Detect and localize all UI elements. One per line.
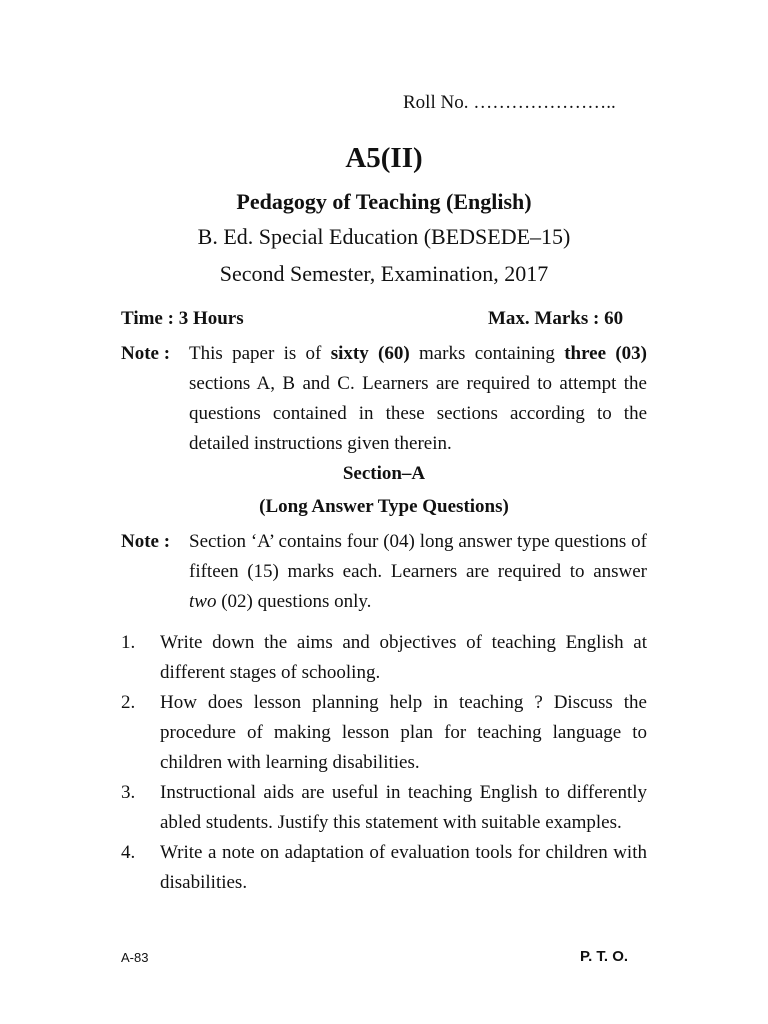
question-item — [121, 778, 647, 838]
note-text-part: sections A, B and C. Learners are required to attempt the questions contained in these sections according to the detailed instructions given therein. — [189, 373, 647, 454]
note-label: Note : — [121, 531, 171, 552]
question-item — [121, 688, 647, 778]
program-name: B. Ed. Special Education (BEDSEDE–15) — [197, 224, 571, 249]
time-allowed: Time : 3 Hours — [121, 308, 244, 329]
note-text-bold: sixty (60) — [330, 343, 410, 364]
note-text-bold: three (03) — [564, 343, 648, 364]
question-number: 4. — [121, 842, 136, 863]
note-text-part: (02) questions only. — [216, 591, 372, 612]
note-label: Note : — [121, 343, 171, 364]
question-list — [121, 628, 647, 898]
section-note — [121, 527, 647, 617]
footer-code: A-83 — [121, 950, 149, 965]
paper-code: A5(II) — [345, 142, 423, 174]
question-number: 2. — [121, 692, 136, 713]
note-text-italic: two — [189, 591, 217, 612]
question-text: How does lesson planning help in teaching ? Discuss the procedure of making lesson plan for teaching language to children with learning disabilities. — [160, 692, 647, 773]
general-note-text — [189, 339, 647, 459]
question-text: Write a note on adaptation of evaluation tools for children with disabilities. — [160, 842, 647, 893]
max-marks: Max. Marks : 60 — [488, 308, 624, 329]
section-title: Section–A — [342, 463, 426, 484]
subject-title: Pedagogy of Teaching (English) — [236, 189, 532, 214]
note-text-part: This paper is of — [189, 343, 331, 364]
pto-label: P. T. O. — [580, 948, 629, 965]
question-text: Instructional aids are useful in teaching English to differently abled students. Justify this statement with suitable examples. — [160, 782, 647, 833]
question-item — [121, 838, 647, 898]
question-number: 3. — [121, 782, 136, 803]
question-text: Write down the aims and objectives of teaching English at different stages of schooling. — [160, 632, 647, 683]
general-note — [121, 339, 647, 459]
question-number: 1. — [121, 632, 136, 653]
section-subtitle: (Long Answer Type Questions) — [259, 496, 509, 517]
note-text-part: Section ‘A’ contains four (04) long answer type questions of fifteen (15) marks each. Learners are required to answer — [189, 531, 647, 582]
question-item — [121, 628, 647, 688]
semester-line: Second Semester, Examination, 2017 — [219, 261, 549, 286]
roll-number-line: Roll No. ………………….. — [403, 92, 616, 113]
section-note-text — [189, 527, 647, 617]
note-text-part: marks containing — [409, 343, 565, 364]
